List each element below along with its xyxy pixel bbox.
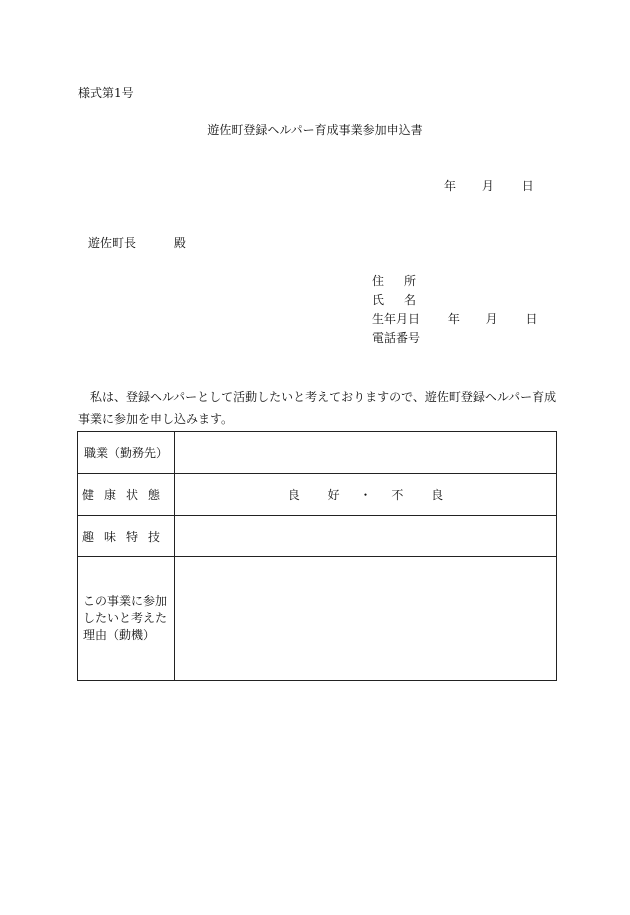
address-row — [372, 274, 538, 293]
application-table — [77, 431, 557, 681]
health-value-cell[interactable] — [175, 474, 557, 516]
reason-input-cell[interactable] — [175, 557, 557, 681]
reason-label-cell — [78, 557, 175, 681]
form-number: 様式第1号 — [78, 86, 134, 100]
address-label: 住所 — [372, 274, 437, 288]
occupation-row — [78, 432, 557, 474]
date-year-label: 年 — [444, 179, 457, 193]
birthdate-row — [372, 312, 538, 331]
health-good-char-2: 好 — [327, 488, 340, 502]
birthdate-fields — [448, 312, 538, 326]
submission-date — [444, 179, 534, 193]
health-bad-char-2: 良 — [431, 488, 444, 502]
hobby-input-cell[interactable] — [175, 516, 557, 557]
applicant-info — [372, 274, 538, 350]
birthdate-year-label: 年 — [447, 312, 460, 326]
addressee — [88, 236, 186, 250]
date-month-label: 月 — [481, 179, 494, 193]
birthdate-day-label: 日 — [525, 312, 538, 326]
reason-label — [78, 593, 174, 644]
name-label: 氏名 — [372, 293, 437, 307]
document-title: 遊佐町登録ヘルパー育成事業参加申込書 — [207, 123, 423, 137]
reason-label-line-1: この事業に参加 — [83, 594, 168, 608]
health-options — [175, 486, 556, 503]
statement-line-1: 私は、登録ヘルパーとして活動したいと考えておりますので、遊佐町登録ヘルパー育成 — [90, 390, 557, 404]
addressee-name: 遊佐町長 — [88, 236, 137, 250]
statement-line-2: 事業に参加を申し込みます。 — [78, 412, 234, 426]
name-row — [372, 293, 538, 312]
hobby-row — [78, 516, 557, 557]
health-row — [78, 474, 557, 516]
health-label-cell — [78, 474, 175, 516]
date-day-label: 日 — [521, 179, 534, 193]
reason-row — [78, 557, 557, 681]
reason-label-line-2: したいと考えた — [83, 611, 168, 625]
hobby-label: 趣味特技 — [81, 529, 170, 544]
health-label: 健康状態 — [81, 488, 170, 502]
occupation-label: 職業（勤務先） — [83, 446, 168, 460]
addressee-honorific: 殿 — [173, 236, 186, 250]
application-statement — [78, 386, 556, 430]
health-bad-char-1: 不 — [391, 488, 404, 502]
phone-row — [372, 331, 538, 350]
health-separator: ・ — [359, 488, 372, 502]
birthdate-month-label: 月 — [485, 312, 498, 326]
hobby-label-cell — [78, 516, 175, 557]
phone-label: 電話番号 — [372, 331, 421, 345]
occupation-label-cell — [78, 432, 175, 474]
reason-label-line-3: 理由（動機） — [83, 628, 156, 642]
health-good-char-1: 良 — [287, 488, 300, 502]
occupation-input-cell[interactable] — [175, 432, 557, 474]
birthdate-label: 生年月日 — [372, 312, 421, 326]
